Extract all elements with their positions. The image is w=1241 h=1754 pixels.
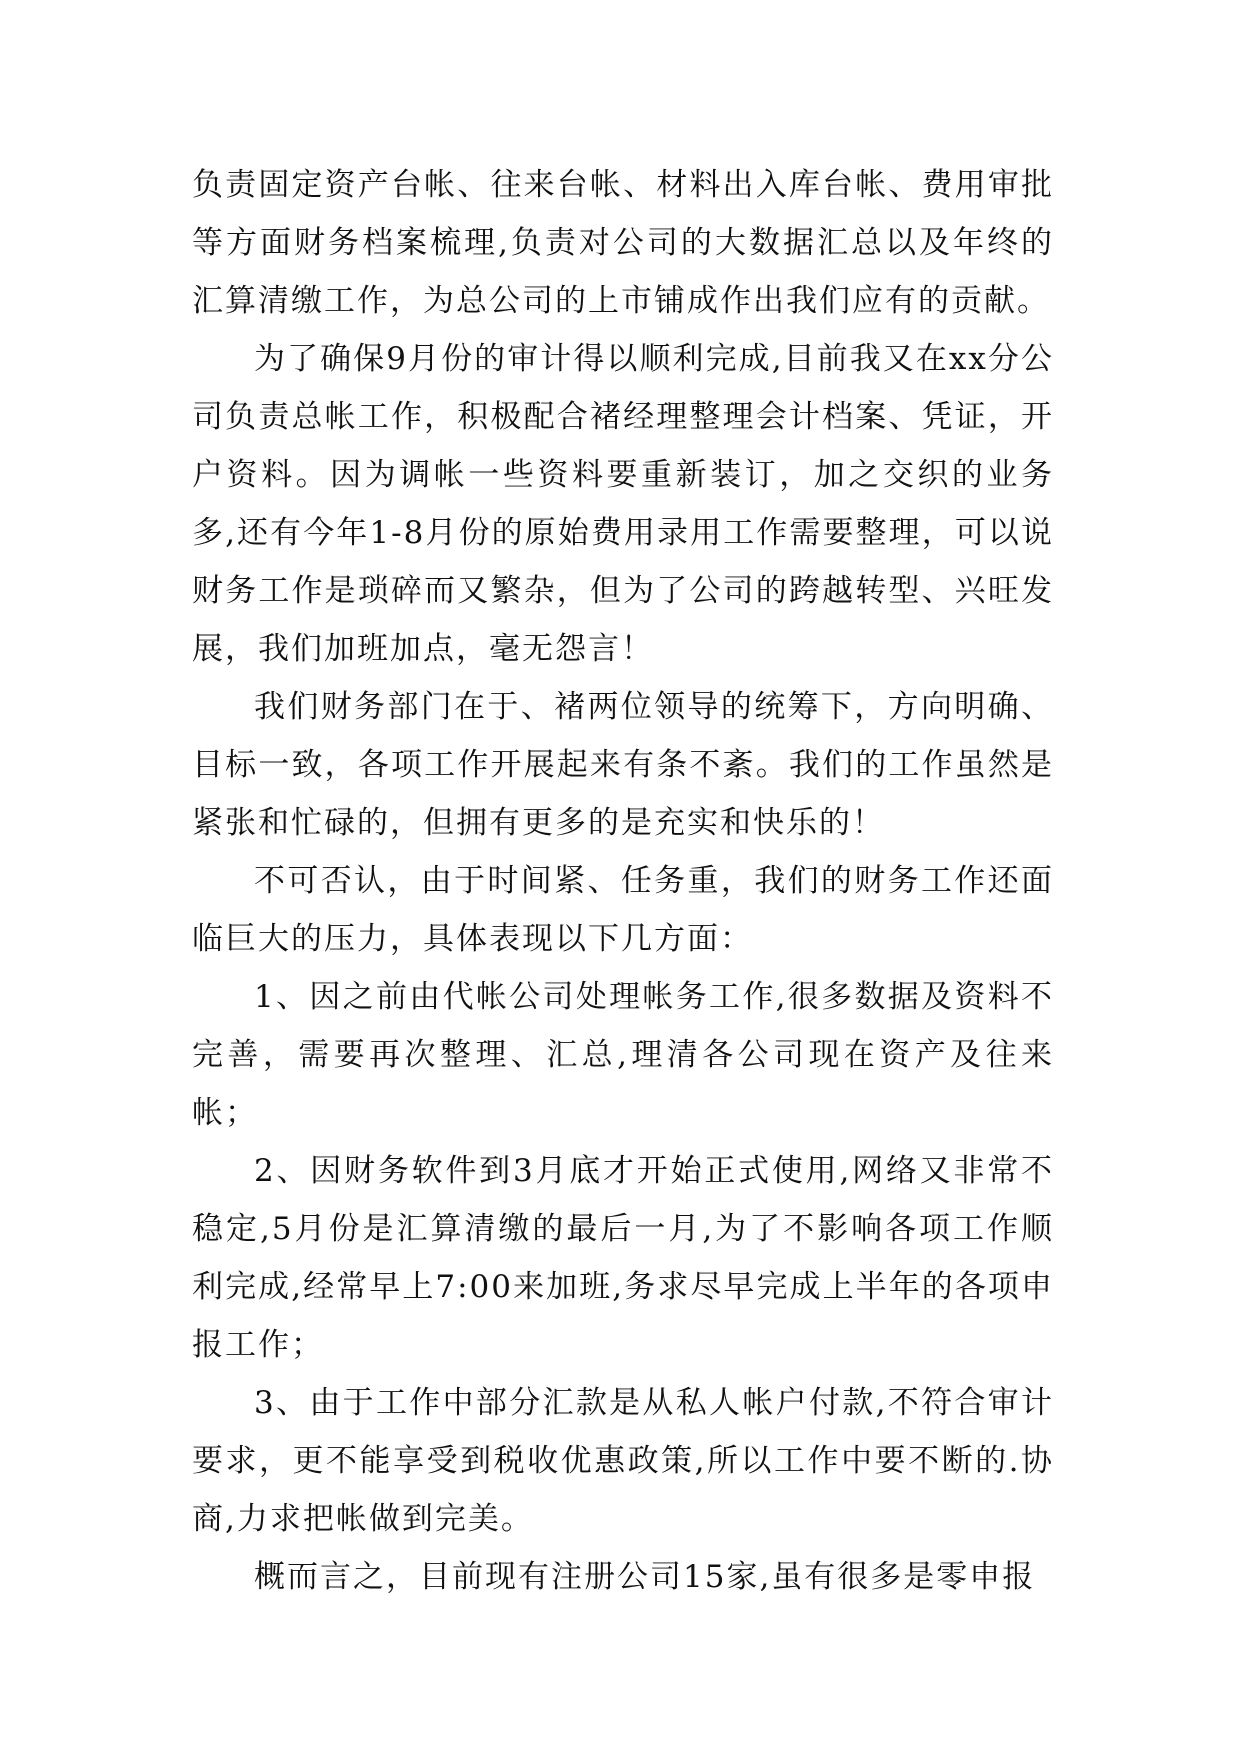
paragraph-2: 为了确保9月份的审计得以顺利完成,目前我又在xx分公司负责总帐工作，积极配合褚经理整理会计档案、凭证，开户资料。因为调帐一些资料要重新装订，加之交织的业务多,还有今年1-8月份的原始费用录用工作需要整理，可以说财务工作是琐碎而又繁杂，但为了公司的跨越转型、兴旺发展，我们加班加点，毫无怨言！ bbox=[192, 341, 1054, 667]
paragraph-4: 不可否认，由于时间紧、任务重，我们的财务工作还面临巨大的压力，具体表现以下几方面： bbox=[192, 863, 1054, 957]
paragraph-5: 概而言之，目前现有注册公司15家,虽有很多是零申报 bbox=[254, 1559, 1036, 1595]
list-item-2: 2、因财务软件到3月底才开始正式使用,网络又非常不稳定,5月份是汇算清缴的最后一月,为了不影响各项工作顺利完成,经常早上7:00来加班,务求尽早完成上半年的各项申报工作； bbox=[192, 1153, 1054, 1363]
list-item-1: 1、因之前由代帐公司处理帐务工作,很多数据及资料不完善，需要再次整理、汇总,理清各公司现在资产及往来帐； bbox=[192, 979, 1054, 1131]
paragraph-1: 负责固定资产台帐、往来台帐、材料出入库台帐、费用审批等方面财务档案梳理,负责对公司的大数据汇总以及年终的汇算清缴工作，为总公司的上市铺成作出我们应有的贡献。 bbox=[192, 167, 1054, 319]
list-item-3: 3、由于工作中部分汇款是从私人帐户付款,不符合审计要求，更不能享受到税收优惠政策,所以工作中要不断的.协商,力求把帐做到完美。 bbox=[192, 1385, 1054, 1537]
document-body bbox=[192, 156, 1054, 1606]
paragraph-3: 我们财务部门在于、褚两位领导的统筹下，方向明确、目标一致，各项工作开展起来有条不紊。我们的工作虽然是紧张和忙碌的，但拥有更多的是充实和快乐的！ bbox=[192, 689, 1054, 841]
